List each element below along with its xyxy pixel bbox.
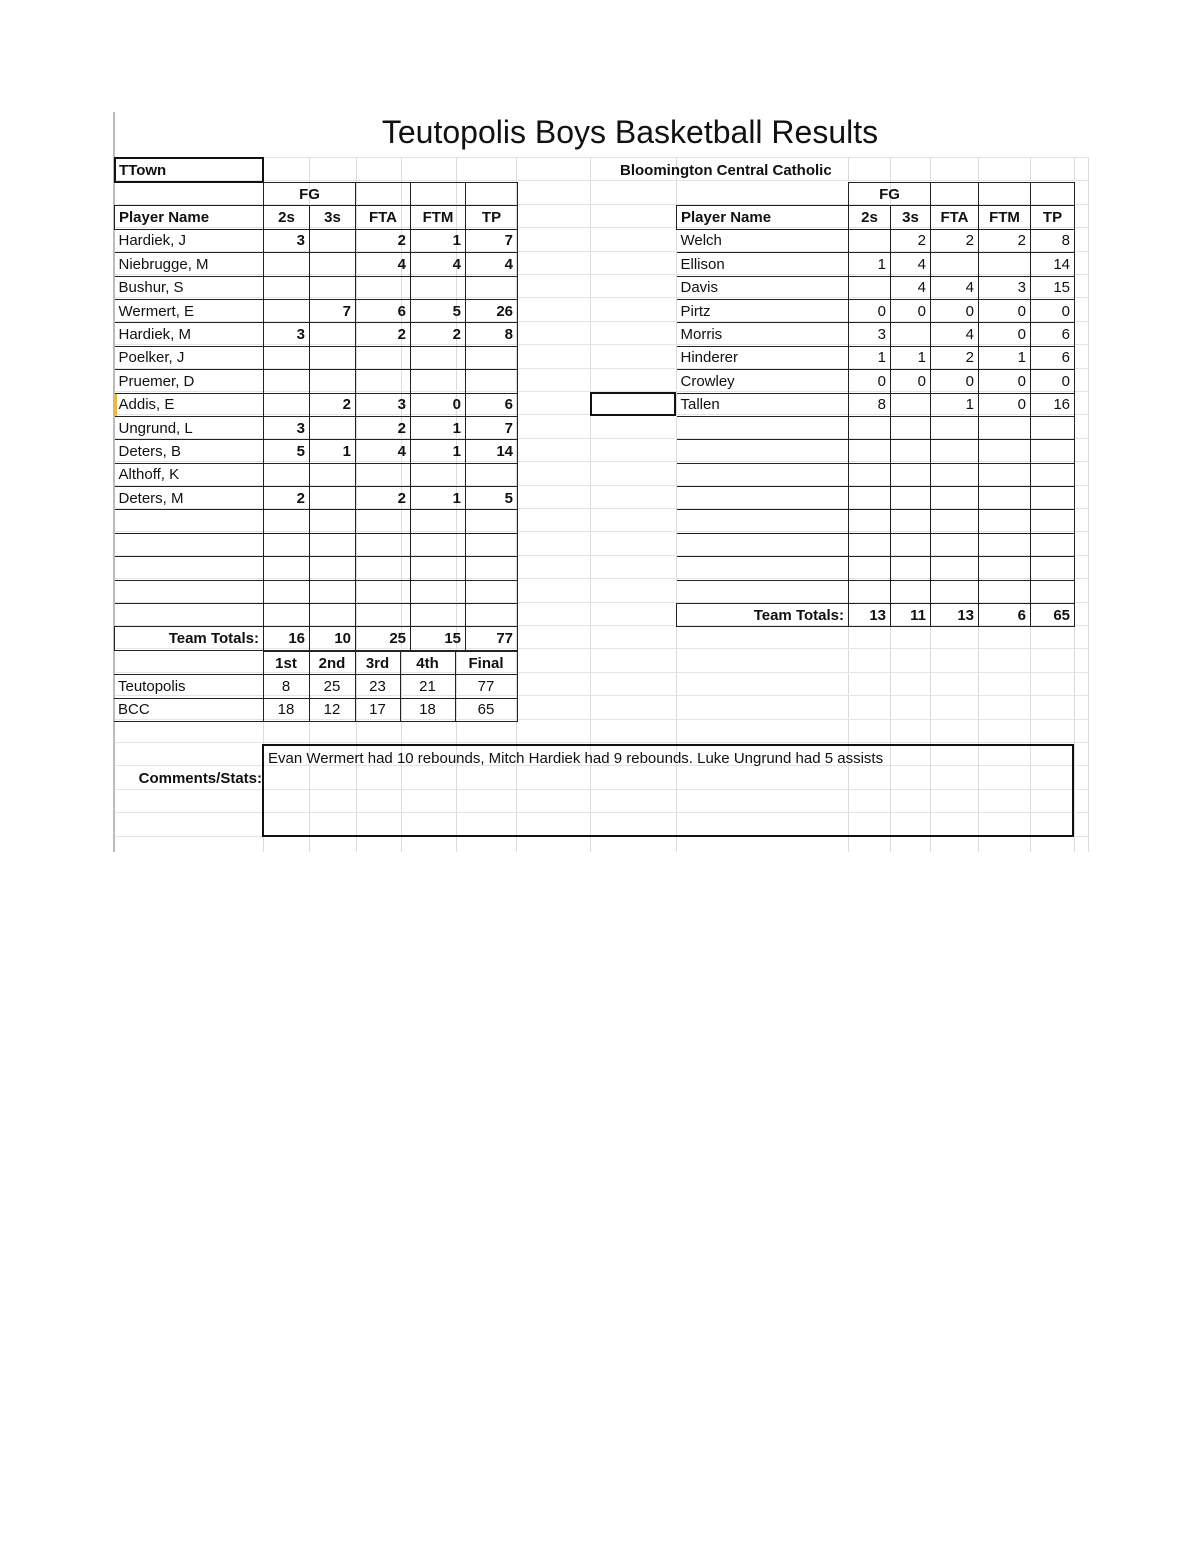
home-player-row bbox=[115, 370, 518, 393]
quarter-score-cell[interactable]: 23 bbox=[355, 675, 400, 698]
home-player-name[interactable]: Pruemer, D bbox=[115, 370, 264, 393]
quarter-score-cell[interactable]: 77 bbox=[455, 675, 517, 698]
home-player-name[interactable]: Addis, E bbox=[115, 393, 264, 416]
home-player-name[interactable] bbox=[115, 510, 264, 533]
home-player-2s[interactable] bbox=[264, 299, 310, 322]
home-col-2s: 2s bbox=[264, 206, 310, 229]
home-player-fta[interactable]: 2 bbox=[356, 416, 411, 439]
away-player-name[interactable] bbox=[677, 487, 849, 510]
away-player-name[interactable]: Ellison bbox=[677, 253, 849, 276]
comments-label: Comments/Stats: bbox=[138, 770, 262, 787]
quarter-score-cell[interactable]: 21 bbox=[400, 675, 455, 698]
home-player-2s[interactable] bbox=[264, 533, 310, 556]
home-player-tp[interactable]: 14 bbox=[466, 440, 518, 463]
home-player-fta[interactable] bbox=[356, 463, 411, 486]
home-player-2s[interactable]: 5 bbox=[264, 440, 310, 463]
away-player-fta[interactable]: 0 bbox=[931, 299, 979, 322]
away-player-3s[interactable] bbox=[891, 416, 931, 439]
home-player-ftm[interactable] bbox=[411, 533, 466, 556]
home-col-tp: TP bbox=[466, 206, 518, 229]
away-player-fta[interactable] bbox=[931, 440, 979, 463]
home-player-row bbox=[115, 416, 518, 439]
home-player-tp[interactable]: 26 bbox=[466, 299, 518, 322]
home-player-name[interactable] bbox=[115, 533, 264, 556]
away-totals-label[interactable]: Team Totals: bbox=[677, 604, 849, 627]
away-player-name[interactable]: Morris bbox=[677, 323, 849, 346]
home-team-label: TTown bbox=[119, 162, 167, 179]
away-player-name[interactable]: Tallen bbox=[677, 393, 849, 416]
quarter-team-name[interactable]: BCC bbox=[114, 698, 263, 721]
away-player-3s[interactable]: 1 bbox=[891, 346, 931, 369]
away-player-3s[interactable]: 0 bbox=[891, 299, 931, 322]
away-player-tp[interactable] bbox=[1031, 416, 1075, 439]
home-player-fta[interactable]: 6 bbox=[356, 299, 411, 322]
away-player-3s[interactable] bbox=[891, 393, 931, 416]
home-player-ftm[interactable]: 1 bbox=[411, 487, 466, 510]
away-player-3s[interactable]: 0 bbox=[891, 370, 931, 393]
away-player-ftm[interactable]: 3 bbox=[979, 276, 1031, 299]
home-player-name[interactable]: Hardiek, J bbox=[115, 229, 264, 252]
away-player-fta[interactable] bbox=[931, 557, 979, 580]
home-player-tp[interactable] bbox=[466, 370, 518, 393]
away-player-name[interactable] bbox=[677, 510, 849, 533]
home-player-ftm[interactable]: 5 bbox=[411, 299, 466, 322]
home-player-3s[interactable]: 7 bbox=[310, 299, 356, 322]
home-col-fta: FTA bbox=[356, 206, 411, 229]
home-player-row bbox=[115, 253, 518, 276]
home-player-ftm[interactable]: 1 bbox=[411, 416, 466, 439]
away-player-fta[interactable]: 2 bbox=[931, 346, 979, 369]
home-player-tp[interactable] bbox=[466, 346, 518, 369]
home-player-name[interactable]: Althoff, K bbox=[115, 463, 264, 486]
home-player-3s[interactable] bbox=[310, 276, 356, 299]
quarter-score-cell[interactable]: 12 bbox=[309, 698, 355, 721]
away-player-2s[interactable] bbox=[849, 557, 891, 580]
away-column-header-row bbox=[677, 206, 1075, 229]
away-player-row bbox=[677, 580, 1075, 603]
home-player-row bbox=[115, 440, 518, 463]
home-player-fta[interactable] bbox=[356, 346, 411, 369]
page-title: Teutopolis Boys Basketball Results bbox=[381, 114, 879, 150]
away-player-fta[interactable] bbox=[931, 510, 979, 533]
away-player-fta[interactable]: 2 bbox=[931, 229, 979, 252]
away-player-2s[interactable] bbox=[849, 463, 891, 486]
quarter-score-row bbox=[114, 698, 517, 721]
away-total-2s[interactable]: 13 bbox=[849, 604, 891, 627]
away-player-ftm[interactable] bbox=[979, 533, 1031, 556]
quarter-col-4th: 4th bbox=[400, 652, 455, 675]
home-player-2s[interactable] bbox=[264, 557, 310, 580]
home-col-ftm: FTM bbox=[411, 206, 466, 229]
quarter-col-3rd: 3rd bbox=[355, 652, 400, 675]
away-player-2s[interactable]: 1 bbox=[849, 346, 891, 369]
away-player-fta[interactable]: 4 bbox=[931, 323, 979, 346]
away-player-name[interactable]: Crowley bbox=[677, 370, 849, 393]
quarter-score-cell[interactable]: 65 bbox=[455, 698, 517, 721]
home-player-tp[interactable] bbox=[466, 580, 518, 603]
home-total-fta[interactable]: 25 bbox=[356, 627, 411, 650]
away-player-ftm[interactable]: 2 bbox=[979, 229, 1031, 252]
away-player-tp[interactable]: 0 bbox=[1031, 370, 1075, 393]
home-player-fta[interactable] bbox=[356, 557, 411, 580]
away-player-tp[interactable]: 6 bbox=[1031, 323, 1075, 346]
home-player-ftm[interactable] bbox=[411, 510, 466, 533]
away-player-name[interactable] bbox=[677, 580, 849, 603]
home-player-ftm[interactable]: 0 bbox=[411, 393, 466, 416]
away-player-name[interactable] bbox=[677, 557, 849, 580]
home-player-fta[interactable]: 2 bbox=[356, 487, 411, 510]
home-player-tp[interactable] bbox=[466, 463, 518, 486]
away-total-tp[interactable]: 65 bbox=[1031, 604, 1075, 627]
home-player-3s[interactable] bbox=[310, 370, 356, 393]
away-player-name[interactable] bbox=[677, 416, 849, 439]
away-player-tp[interactable] bbox=[1031, 533, 1075, 556]
away-player-3s[interactable] bbox=[891, 557, 931, 580]
home-player-name[interactable]: Wermert, E bbox=[115, 299, 264, 322]
away-player-rows bbox=[677, 229, 1075, 603]
away-player-tp[interactable] bbox=[1031, 463, 1075, 486]
away-player-row bbox=[677, 487, 1075, 510]
away-stats-table bbox=[676, 182, 1075, 627]
away-player-fta[interactable]: 1 bbox=[931, 393, 979, 416]
away-player-3s[interactable]: 2 bbox=[891, 229, 931, 252]
home-player-2s[interactable]: 2 bbox=[264, 487, 310, 510]
home-fg-header-row bbox=[115, 183, 518, 206]
away-totals-row bbox=[677, 604, 1075, 627]
away-player-row bbox=[677, 440, 1075, 463]
home-player-name[interactable] bbox=[115, 557, 264, 580]
away-player-2s[interactable]: 0 bbox=[849, 370, 891, 393]
away-player-ftm[interactable]: 0 bbox=[979, 393, 1031, 416]
away-player-tp[interactable]: 15 bbox=[1031, 276, 1075, 299]
away-player-ftm[interactable] bbox=[979, 557, 1031, 580]
home-player-name[interactable]: Deters, B bbox=[115, 440, 264, 463]
away-player-name[interactable]: Hinderer bbox=[677, 346, 849, 369]
away-player-2s[interactable] bbox=[849, 510, 891, 533]
home-player-row bbox=[115, 580, 518, 603]
away-player-tp[interactable] bbox=[1031, 510, 1075, 533]
home-col-3s: 3s bbox=[310, 206, 356, 229]
home-col-player-name: Player Name bbox=[115, 206, 264, 229]
away-col-tp: TP bbox=[1031, 206, 1075, 229]
away-player-fta[interactable]: 0 bbox=[931, 370, 979, 393]
quarter-col-2nd: 2nd bbox=[309, 652, 355, 675]
home-totals-row bbox=[115, 627, 518, 650]
away-player-ftm[interactable] bbox=[979, 253, 1031, 276]
home-player-name[interactable]: Deters, M bbox=[115, 487, 264, 510]
home-player-row bbox=[115, 533, 518, 556]
home-player-2s[interactable] bbox=[264, 370, 310, 393]
away-player-ftm[interactable] bbox=[979, 463, 1031, 486]
away-player-row bbox=[677, 323, 1075, 346]
away-player-fta[interactable] bbox=[931, 580, 979, 603]
home-player-3s[interactable] bbox=[310, 416, 356, 439]
away-player-name[interactable]: Pirtz bbox=[677, 299, 849, 322]
away-player-row bbox=[677, 416, 1075, 439]
home-player-3s[interactable] bbox=[310, 463, 356, 486]
home-player-fta[interactable] bbox=[356, 510, 411, 533]
home-player-2s[interactable] bbox=[264, 463, 310, 486]
away-player-2s[interactable] bbox=[849, 276, 891, 299]
quarter-score-rows bbox=[114, 675, 517, 722]
away-col-fta: FTA bbox=[931, 206, 979, 229]
home-player-row bbox=[115, 463, 518, 486]
away-player-tp[interactable]: 8 bbox=[1031, 229, 1075, 252]
home-total-3s[interactable]: 10 bbox=[310, 627, 356, 650]
home-player-row bbox=[115, 510, 518, 533]
home-player-2s[interactable] bbox=[264, 510, 310, 533]
home-player-tp[interactable] bbox=[466, 533, 518, 556]
away-player-3s[interactable] bbox=[891, 323, 931, 346]
away-player-fta[interactable] bbox=[931, 253, 979, 276]
away-player-name[interactable] bbox=[677, 533, 849, 556]
home-player-tp[interactable] bbox=[466, 557, 518, 580]
home-player-row bbox=[115, 487, 518, 510]
home-player-tp[interactable]: 7 bbox=[466, 416, 518, 439]
away-player-row bbox=[677, 463, 1075, 486]
away-player-row bbox=[677, 557, 1075, 580]
quarter-score-cell[interactable]: 18 bbox=[400, 698, 455, 721]
away-total-3s[interactable]: 11 bbox=[891, 604, 931, 627]
away-player-tp[interactable] bbox=[1031, 487, 1075, 510]
quarter-col-1st: 1st bbox=[263, 652, 309, 675]
home-player-name[interactable]: Bushur, S bbox=[115, 276, 264, 299]
home-player-3s[interactable] bbox=[310, 253, 356, 276]
quarter-col-final: Final bbox=[455, 652, 517, 675]
home-player-ftm[interactable] bbox=[411, 276, 466, 299]
away-col-player-name: Player Name bbox=[677, 206, 849, 229]
home-player-row bbox=[115, 276, 518, 299]
away-player-tp[interactable] bbox=[1031, 557, 1075, 580]
home-player-3s[interactable]: 1 bbox=[310, 440, 356, 463]
away-player-row bbox=[677, 229, 1075, 252]
away-player-2s[interactable]: 3 bbox=[849, 323, 891, 346]
away-player-name[interactable]: Davis bbox=[677, 276, 849, 299]
home-player-name[interactable]: Niebrugge, M bbox=[115, 253, 264, 276]
away-player-ftm[interactable]: 1 bbox=[979, 346, 1031, 369]
away-player-row bbox=[677, 370, 1075, 393]
home-player-2s[interactable] bbox=[264, 253, 310, 276]
away-player-row bbox=[677, 393, 1075, 416]
away-team-label[interactable]: Bloomington Central Catholic bbox=[620, 162, 832, 179]
home-player-3s[interactable] bbox=[310, 229, 356, 252]
away-player-row bbox=[677, 346, 1075, 369]
away-col-ftm: FTM bbox=[979, 206, 1031, 229]
away-col-2s: 2s bbox=[849, 206, 891, 229]
away-player-3s[interactable] bbox=[891, 463, 931, 486]
away-player-3s[interactable] bbox=[891, 440, 931, 463]
home-stats-table bbox=[114, 182, 518, 651]
quarter-header-row bbox=[114, 652, 517, 675]
away-player-2s[interactable]: 8 bbox=[849, 393, 891, 416]
away-player-fta[interactable] bbox=[931, 463, 979, 486]
home-player-row bbox=[115, 229, 518, 252]
quarter-score-cell[interactable]: 8 bbox=[263, 675, 309, 698]
home-player-fta[interactable] bbox=[356, 580, 411, 603]
home-player-ftm[interactable] bbox=[411, 580, 466, 603]
home-totals-label[interactable]: Team Totals: bbox=[115, 627, 264, 650]
home-player-fta[interactable]: 3 bbox=[356, 393, 411, 416]
away-player-3s[interactable] bbox=[891, 580, 931, 603]
away-player-2s[interactable] bbox=[849, 416, 891, 439]
home-player-tp[interactable]: 4 bbox=[466, 253, 518, 276]
away-player-fta[interactable] bbox=[931, 533, 979, 556]
away-player-row bbox=[677, 510, 1075, 533]
away-player-row bbox=[677, 276, 1075, 299]
home-player-row bbox=[115, 393, 518, 416]
away-player-ftm[interactable] bbox=[979, 416, 1031, 439]
quarter-scores-table bbox=[114, 651, 518, 722]
away-player-ftm[interactable]: 0 bbox=[979, 299, 1031, 322]
home-total-tp[interactable]: 77 bbox=[466, 627, 518, 650]
away-player-ftm[interactable] bbox=[979, 510, 1031, 533]
away-player-2s[interactable]: 1 bbox=[849, 253, 891, 276]
away-total-ftm[interactable]: 6 bbox=[979, 604, 1031, 627]
away-player-tp[interactable]: 14 bbox=[1031, 253, 1075, 276]
away-fg-header-row bbox=[677, 183, 1075, 206]
away-player-name[interactable]: Welch bbox=[677, 229, 849, 252]
away-col-3s: 3s bbox=[891, 206, 931, 229]
home-player-fta[interactable] bbox=[356, 276, 411, 299]
away-player-row bbox=[677, 299, 1075, 322]
away-player-3s[interactable] bbox=[891, 510, 931, 533]
home-column-header-row bbox=[115, 206, 518, 229]
home-player-ftm[interactable] bbox=[411, 346, 466, 369]
selected-cell[interactable] bbox=[590, 392, 676, 416]
home-player-ftm[interactable]: 1 bbox=[411, 440, 466, 463]
home-player-row bbox=[115, 323, 518, 346]
away-player-fta[interactable]: 4 bbox=[931, 276, 979, 299]
away-player-ftm[interactable] bbox=[979, 580, 1031, 603]
away-player-fta[interactable] bbox=[931, 487, 979, 510]
away-player-3s[interactable]: 4 bbox=[891, 253, 931, 276]
home-player-2s[interactable]: 3 bbox=[264, 416, 310, 439]
away-player-2s[interactable] bbox=[849, 580, 891, 603]
away-player-tp[interactable] bbox=[1031, 440, 1075, 463]
away-player-row bbox=[677, 253, 1075, 276]
home-player-2s[interactable]: 3 bbox=[264, 323, 310, 346]
away-player-ftm[interactable]: 0 bbox=[979, 323, 1031, 346]
home-player-fta[interactable]: 2 bbox=[356, 229, 411, 252]
home-player-2s[interactable]: 3 bbox=[264, 229, 310, 252]
away-player-name[interactable] bbox=[677, 440, 849, 463]
home-player-tp[interactable]: 8 bbox=[466, 323, 518, 346]
away-player-fta[interactable] bbox=[931, 416, 979, 439]
away-player-tp[interactable] bbox=[1031, 580, 1075, 603]
home-player-ftm[interactable] bbox=[411, 463, 466, 486]
home-player-tp[interactable]: 6 bbox=[466, 393, 518, 416]
home-player-tp[interactable]: 7 bbox=[466, 229, 518, 252]
home-player-2s[interactable] bbox=[264, 393, 310, 416]
away-total-fta[interactable]: 13 bbox=[931, 604, 979, 627]
away-fg-header: FG bbox=[849, 183, 931, 206]
home-player-3s[interactable] bbox=[310, 533, 356, 556]
quarter-score-cell[interactable]: 25 bbox=[309, 675, 355, 698]
home-player-row bbox=[115, 346, 518, 369]
away-player-tp[interactable]: 0 bbox=[1031, 299, 1075, 322]
home-player-ftm[interactable] bbox=[411, 370, 466, 393]
comments-field[interactable] bbox=[262, 744, 1074, 837]
home-player-3s[interactable] bbox=[310, 487, 356, 510]
away-player-name[interactable] bbox=[677, 463, 849, 486]
away-player-3s[interactable] bbox=[891, 487, 931, 510]
home-player-ftm[interactable]: 2 bbox=[411, 323, 466, 346]
home-team-label-cell[interactable] bbox=[114, 157, 264, 183]
home-player-tp[interactable] bbox=[466, 510, 518, 533]
home-player-3s[interactable] bbox=[310, 323, 356, 346]
home-player-tp[interactable] bbox=[466, 276, 518, 299]
home-player-row bbox=[115, 299, 518, 322]
away-player-2s[interactable] bbox=[849, 229, 891, 252]
home-player-name[interactable]: Ungrund, L bbox=[115, 416, 264, 439]
home-player-ftm[interactable]: 1 bbox=[411, 229, 466, 252]
home-player-rows bbox=[115, 229, 518, 603]
comments-text: Evan Wermert had 10 rebounds, Mitch Hardiek had 9 rebounds. Luke Ungrund had 5 assists bbox=[268, 750, 884, 767]
home-player-name[interactable] bbox=[115, 580, 264, 603]
home-player-ftm[interactable]: 4 bbox=[411, 253, 466, 276]
home-fg-header: FG bbox=[264, 183, 356, 206]
quarter-score-row bbox=[114, 675, 517, 698]
home-player-fta[interactable] bbox=[356, 533, 411, 556]
quarter-score-cell[interactable]: 18 bbox=[263, 698, 309, 721]
home-player-fta[interactable]: 2 bbox=[356, 323, 411, 346]
away-player-tp[interactable]: 16 bbox=[1031, 393, 1075, 416]
gridline bbox=[114, 742, 1088, 743]
home-player-2s[interactable] bbox=[264, 346, 310, 369]
home-blank-row bbox=[115, 604, 518, 627]
quarter-score-cell[interactable]: 17 bbox=[355, 698, 400, 721]
away-player-2s[interactable] bbox=[849, 487, 891, 510]
home-player-name[interactable]: Hardiek, M bbox=[115, 323, 264, 346]
home-player-name[interactable]: Poelker, J bbox=[115, 346, 264, 369]
home-player-fta[interactable]: 4 bbox=[356, 253, 411, 276]
away-player-row bbox=[677, 533, 1075, 556]
away-player-3s[interactable] bbox=[891, 533, 931, 556]
gridline bbox=[1088, 157, 1089, 852]
away-player-ftm[interactable] bbox=[979, 487, 1031, 510]
home-player-tp[interactable]: 5 bbox=[466, 487, 518, 510]
home-total-ftm[interactable]: 15 bbox=[411, 627, 466, 650]
home-player-row bbox=[115, 557, 518, 580]
home-player-fta[interactable] bbox=[356, 370, 411, 393]
away-player-2s[interactable] bbox=[849, 533, 891, 556]
home-player-3s[interactable] bbox=[310, 510, 356, 533]
away-player-ftm[interactable] bbox=[979, 440, 1031, 463]
away-player-tp[interactable]: 6 bbox=[1031, 346, 1075, 369]
home-player-3s[interactable] bbox=[310, 346, 356, 369]
away-player-2s[interactable]: 0 bbox=[849, 299, 891, 322]
home-player-ftm[interactable] bbox=[411, 557, 466, 580]
away-player-2s[interactable] bbox=[849, 440, 891, 463]
quarter-team-name[interactable]: Teutopolis bbox=[114, 675, 263, 698]
home-player-3s[interactable] bbox=[310, 557, 356, 580]
home-player-2s[interactable] bbox=[264, 276, 310, 299]
away-player-ftm[interactable]: 0 bbox=[979, 370, 1031, 393]
away-player-3s[interactable]: 4 bbox=[891, 276, 931, 299]
home-player-2s[interactable] bbox=[264, 580, 310, 603]
home-player-3s[interactable]: 2 bbox=[310, 393, 356, 416]
home-total-2s[interactable]: 16 bbox=[264, 627, 310, 650]
home-player-fta[interactable]: 4 bbox=[356, 440, 411, 463]
home-player-3s[interactable] bbox=[310, 580, 356, 603]
